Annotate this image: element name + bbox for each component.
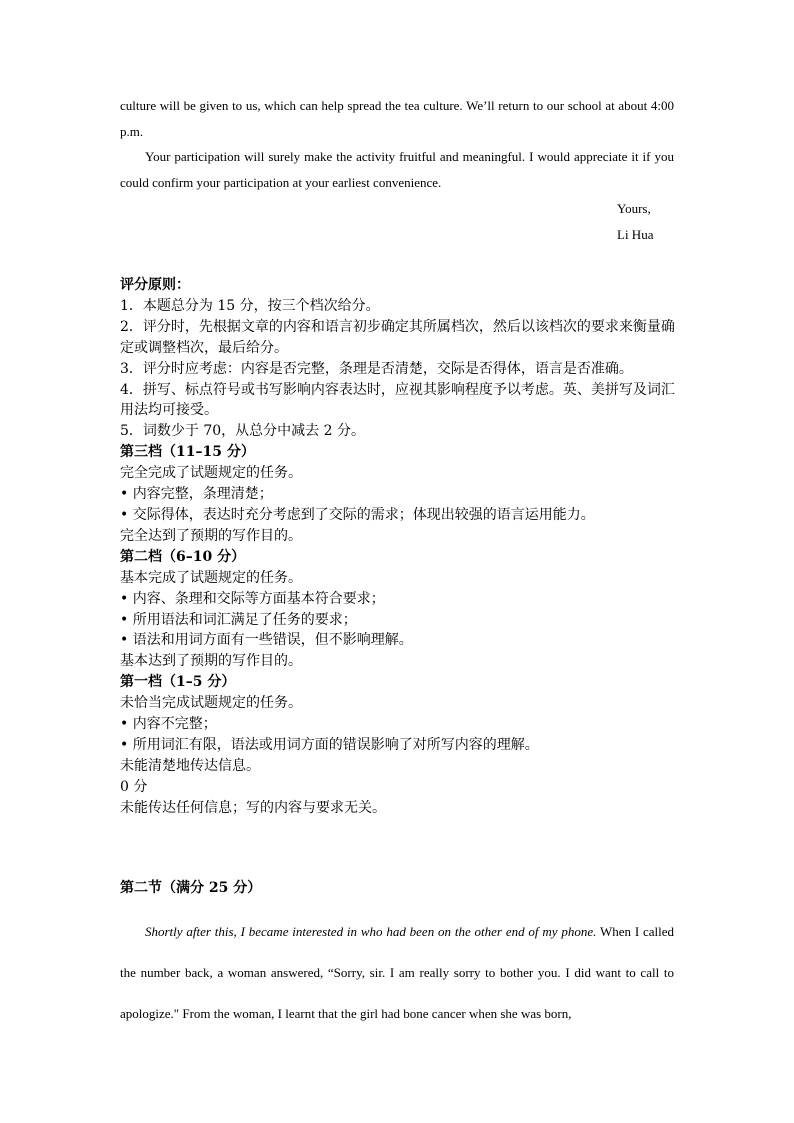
continuation-paragraph	[120, 911, 674, 1034]
principle-2: 2．评分时，先根据文章的内容和语言初步确定其所属档次，然后以该档次的要求来衡量确定或调整档次，最后给分。	[120, 318, 675, 356]
level-2-line: • 内容、条理和交际等方面基本符合要求；	[120, 590, 385, 607]
level-0-line: 未能传达任何信息；写的内容与要求无关。	[120, 799, 386, 816]
level-3-title: 第三档（11–15 分）	[120, 444, 255, 461]
level-1-title: 第一档（1–5 分）	[120, 674, 236, 691]
letter-paragraph-2: Your participation will surely make the activity fruitful and meaningful. I would appreciate it if you could confirm your participation at your earliest convenience.	[120, 149, 674, 190]
level-1-line: 未恰当完成试题规定的任务。	[120, 695, 302, 712]
level-1-line: 未能清楚地传达信息。	[120, 757, 260, 774]
level-3-line: 完全完成了试题规定的任务。	[120, 465, 302, 482]
continuation-italic-start: Shortly after this, I became interested in who had been on the other end of my phone.	[145, 924, 597, 939]
scoring-rubric	[120, 275, 676, 819]
level-2-line: 基本达到了预期的写作目的。	[120, 653, 302, 670]
level-3-line: 完全达到了预期的写作目的。	[120, 527, 302, 544]
letter-signature: Li Hua	[617, 227, 654, 242]
principle-4: 4．拼写、标点符号或书写影响内容表达时，应视其影响程度予以考虑。英、美拼写及词汇用法均可接受。	[120, 381, 675, 419]
level-1-line: • 所用词汇有限，语法或用词方面的错误影响了对所写内容的理解。	[120, 736, 539, 753]
principle-1: 1．本题总分为 15 分，按三个档次给分。	[120, 297, 380, 314]
rubric-heading: 评分原则：	[120, 277, 190, 293]
principle-3: 3．评分时应考虑：内容是否完整，条理是否清楚，交际是否得体，语言是否准确。	[120, 360, 633, 377]
level-2-line: 基本完成了试题规定的任务。	[120, 569, 302, 586]
level-2-line: • 所用语法和词汇满足了任务的要求；	[120, 611, 357, 628]
level-3-line: • 内容完整，条理清楚；	[120, 486, 273, 503]
continuation-text: When I called the number back, a woman answered, “Sorry, sir. I am really sorry to bother you. I did want to call to apologize." From the woman, I learnt that the girl had bone cancer when she was born,	[120, 924, 675, 1021]
level-3-line: • 交际得体，表达时充分考虑到了交际的需求；体现出较强的语言运用能力。	[120, 506, 595, 523]
principle-5: 5．词数少于 70，从总分中减去 2 分。	[120, 423, 365, 440]
section-2-title: 第二节（满分 25 分）	[120, 880, 262, 896]
letter-closing: Yours,	[617, 201, 651, 216]
letter-paragraph-1: culture will be given to us, which can help spread the tea culture. We’ll return to our school at about 4:00 p.m.	[120, 98, 674, 139]
level-2-line: • 语法和用词方面有一些错误，但不影响理解。	[120, 632, 413, 649]
level-0-title: 0 分	[120, 778, 148, 795]
level-2-title: 第二档（6–10 分）	[120, 548, 246, 565]
level-1-line: • 内容不完整；	[120, 716, 217, 733]
